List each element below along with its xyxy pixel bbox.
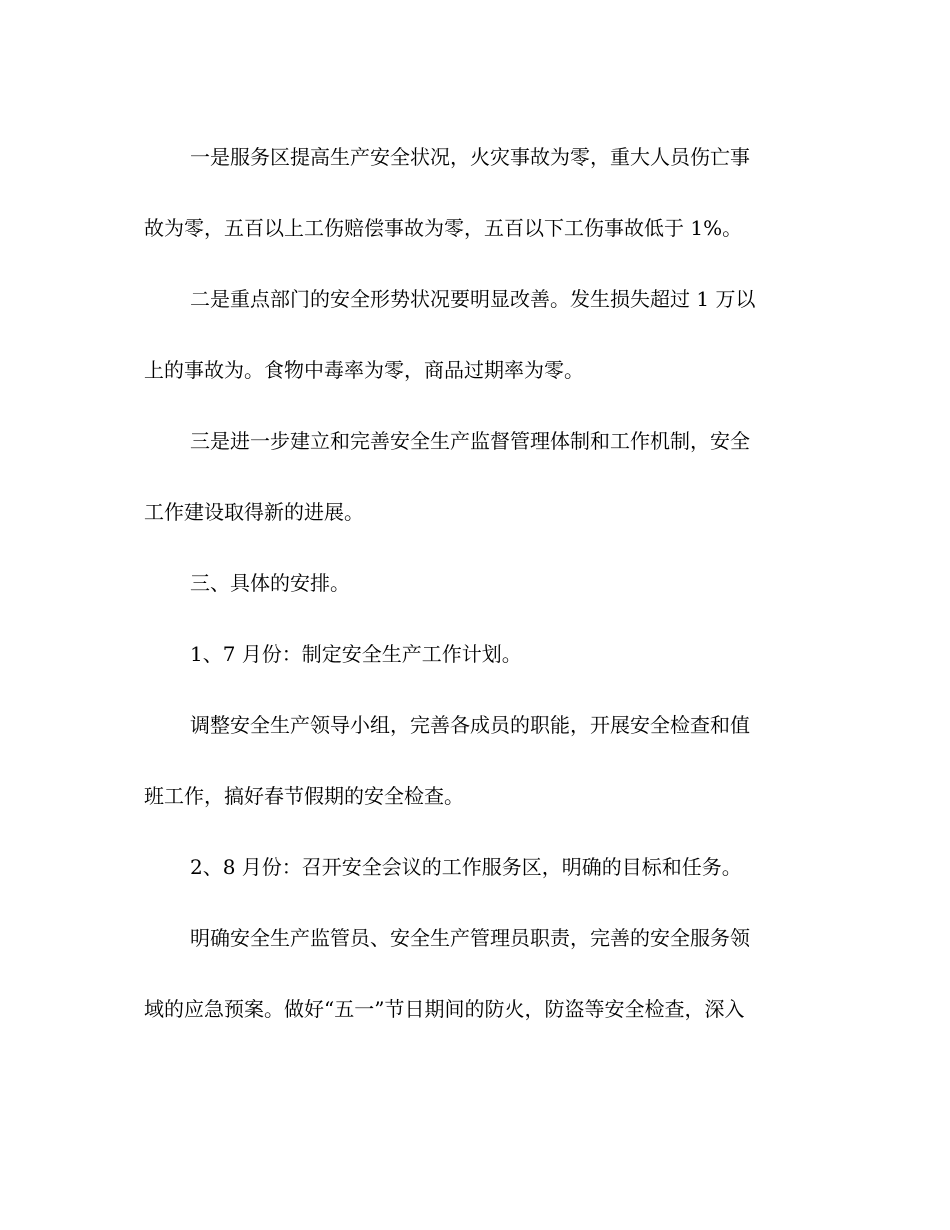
paragraph-4-line-2: 班工作，搞好春节假期的安全检查。	[144, 784, 464, 808]
paragraph-3-line-1: 三是进一步建立和完善安全生产监督管理体制和工作机制，安全	[190, 429, 750, 453]
paragraph-5-line-2: 域的应急预案。做好“五一”节日期间的防火，防盗等安全检查，深入	[144, 997, 745, 1021]
paragraph-3-line-2: 工作建设取得新的进展。	[144, 500, 364, 524]
paragraph-1-line-2: 故为零，五百以上工伤赔偿事故为零，五百以下工伤事故低于 1%。	[144, 216, 743, 240]
paragraph-1-line-1: 一是服务区提高生产安全状况，火灾事故为零，重大人员伤亡事	[190, 145, 750, 169]
section-heading: 三、具体的安排。	[190, 571, 350, 595]
paragraph-4-line-1: 调整安全生产领导小组，完善各成员的职能，开展安全检查和值	[190, 713, 750, 737]
item-1-heading: 1、7 月份：制定安全生产工作计划。	[190, 642, 522, 666]
paragraph-2-line-2: 上的事故为。食物中毒率为零，商品过期率为零。	[144, 358, 584, 382]
paragraph-2-line-1: 二是重点部门的安全形势状况要明显改善。发生损失超过 1 万以	[190, 287, 756, 311]
paragraph-5-line-1: 明确安全生产监管员、安全生产管理员职责，完善的安全服务领	[190, 926, 750, 950]
item-2-heading: 2、8 月份：召开安全会议的工作服务区，明确的目标和任务。	[190, 855, 742, 879]
